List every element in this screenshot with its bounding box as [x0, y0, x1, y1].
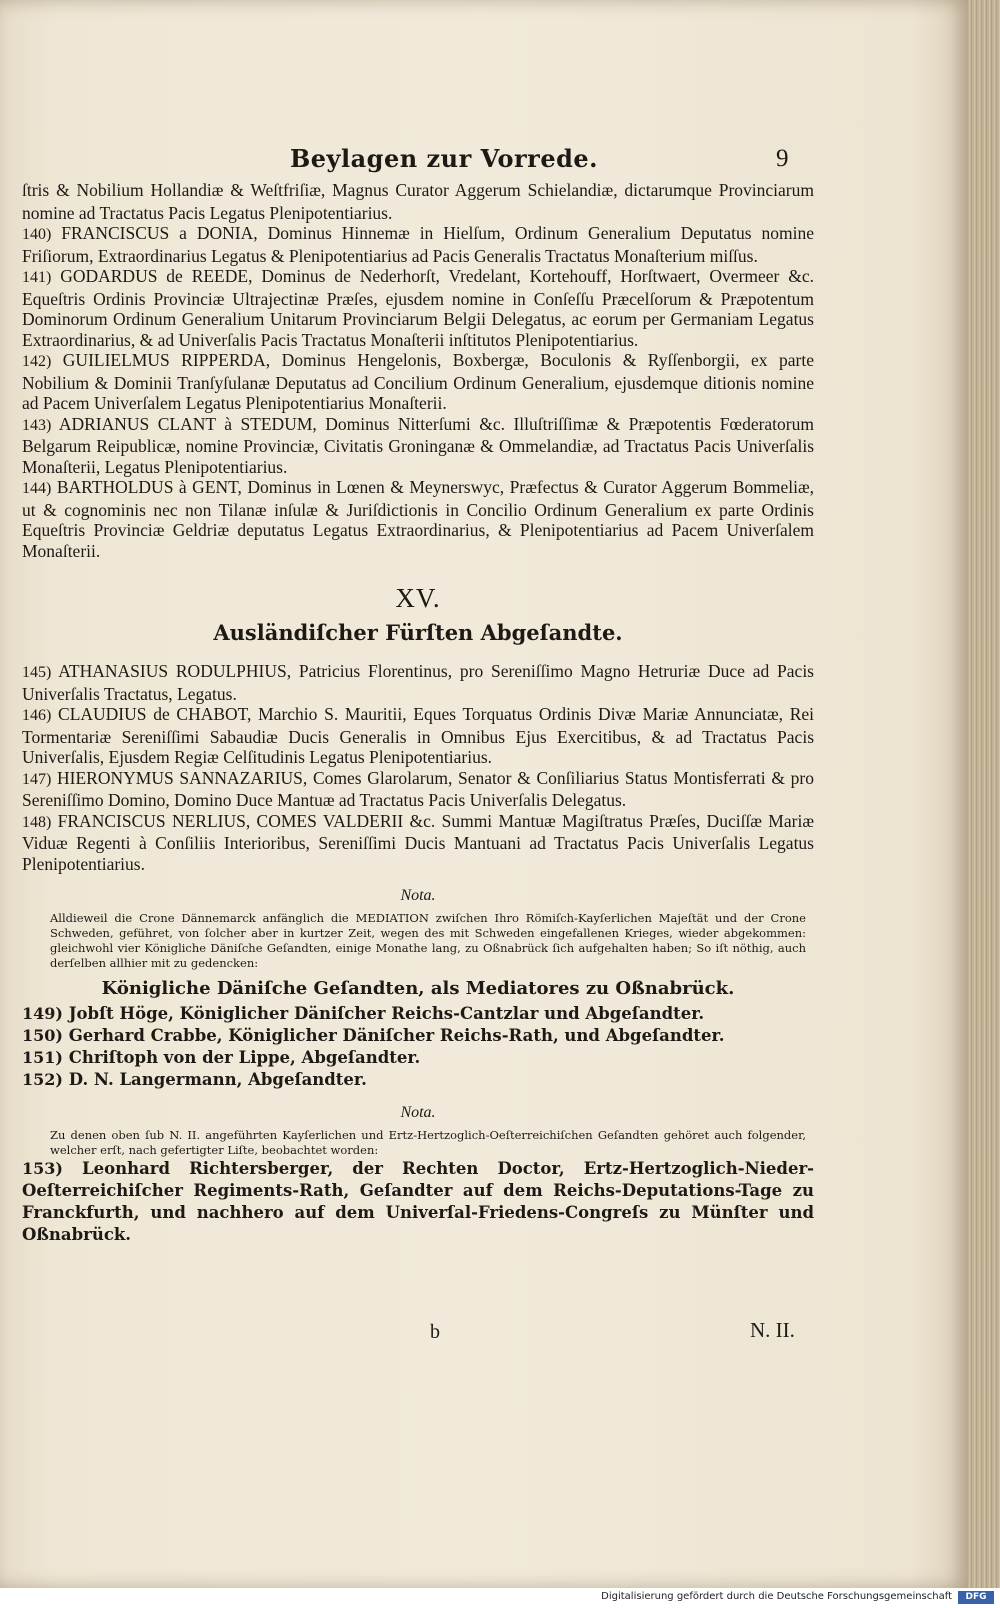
nota-label-2: Nota.: [400, 1104, 436, 1121]
danish-heading: Königliche Däniſche Geſandten, als Mediatores zu Oßnabrück.: [101, 977, 735, 999]
entry-number: 148): [22, 813, 52, 831]
entries-top: [22, 180, 814, 561]
entry-text: GUILIELMUS RIPPERDA, Dominus Hengelonis, Boxbergæ, Boculonis & Ryſſenborgii, ex parte Nobilium & Dominii Tranſyſulanæ Deputatus ad Concilium Ordinum Generalium, ejusdemque ditionis nomine ad Pacem Univerſalem Legatus Plenipotentiarius Monaſterii.: [22, 350, 814, 413]
entry-number: 149): [22, 1004, 63, 1023]
section-title: Ausländiſcher Fürſten Abgeſandte.: [213, 619, 623, 645]
entry-text: HIERONYMUS SANNAZARIUS, Comes Glarolarum, Senator & Conſiliarius Status Montisferrati & pro Sereniſſimo Domino, Domino Duce Mantuæ ad Tractatus Pacis Univerſalis Delegatus.: [22, 767, 814, 810]
catchword: N. II.: [750, 1318, 795, 1342]
nota-label-1: Nota.: [400, 887, 436, 904]
entry-number: 150): [22, 1026, 63, 1045]
page-edge: [968, 0, 1000, 1588]
entry-item: [22, 180, 814, 223]
entry-text: Leonhard Richtersberger, der Rechten Doctor, Ertz-Hertzoglich-Nieder-Oeſterreichiſcher Regiments-Rath, Geſandter auf dem Reichs-Deputations-Tage zu Franckfurth, und nachhero auf dem Univerſal-Friedens-Congreſs zu Münſter und Oßnabrück.: [22, 1158, 814, 1244]
entry-item: [22, 1047, 814, 1069]
dfg-logo: DFG: [958, 1591, 994, 1604]
entry-item: [22, 223, 814, 266]
entry-number: 140): [22, 226, 52, 243]
entry-number: 146): [22, 707, 52, 724]
entries-section: [22, 661, 814, 874]
page-number: 9: [776, 145, 789, 172]
footer-credit: Digitalisierung gefördert durch die Deutsche Forschungsgemeinschaft: [601, 1591, 952, 1602]
entry-text: ſtris & Nobilium Hollandiæ & Weſtfriſiæ, Magnus Curator Aggerum Schielandiæ, dictarumque Provinciarum nomine ad Tractatus Pacis Legatus Plenipotentiarius.: [22, 180, 814, 223]
entry-text: FRANCISCUS NERLIUS, COMES VALDERII &c. Summi Mantuæ Magiſtratus Præſes, Duciſſæ Mariæ Viduæ Regenti à Conſiliis Interioribus, Sereniſſimi Ducis Mantuani ad Tractatus Pacis Univerſalis Legatus Plenipotentiarius.: [22, 810, 814, 874]
entry-number: 151): [22, 1048, 63, 1067]
entry-text: Chriſtoph von der Lippe, Abgeſandter.: [68, 1048, 421, 1067]
entry-number: 145): [22, 664, 52, 681]
entry-item: [22, 1069, 814, 1091]
entry-item: [22, 350, 814, 414]
nota-text-1: Alldieweil die Crone Dännemarck anfänglich die MEDIATION zwiſchen Ihro Römiſch-Kayſerlichen Majeſtät und der Crone Schweden, geführet, von ſolcher aber in kurtzer Zeit, wegen des mit Schweden eingefallenen Krieges, wieder abgekommen: gleichwohl vier Königliche Däniſche Geſandten, einige Monathe lang, zu Oßnabrück ſich aufgehalten haben; So iſt nöthig, auch derſelben allhier mit zu gedencken:: [50, 910, 806, 970]
entry-text: ATHANASIUS RODULPHIUS, Patricius Florentinus, pro Sereniſſimo Magno Hetruriæ Duce ad Pacis Univerſalis Tractatus, Legatus.: [22, 661, 814, 704]
entry-text: FRANCISCUS a DONIA, Dominus Hinnemæ in Hielſum, Ordinum Generalium Deputatus nomine Friſiorum, Extraordinarius Legatus & Plenipotentiarius ad Pacis Generalis Tractatus Monaſterium miſſus.: [22, 223, 814, 266]
entry-number: 152): [22, 1070, 63, 1089]
entry-number: 142): [22, 353, 52, 370]
entry-item: [22, 1025, 814, 1047]
entry-153: [22, 1158, 814, 1246]
entry-number: 147): [22, 770, 52, 788]
entry-number: 143): [22, 416, 52, 434]
entry-number: 144): [22, 480, 52, 497]
entry-text: ADRIANUS CLANT à STEDUM, Dominus Nitterſumi &c. Illuſtriſſimæ & Præpotentis Fœderatorum Belgarum Reipublicæ, nomine Provinciæ, Civitatis Groninganæ & Ommelandiæ, ad Tractatus Pacis Univerſalis Monaſterii, Legatus Plenipotentiarius.: [22, 413, 814, 477]
entry-number: 141): [22, 269, 52, 286]
entry-text: BARTHOLDUS à GENT, Dominus in Lœnen & Meynerswyc, Præfectus & Curator Aggerum Bommeliæ, ut & cognominis nec non Tilanæ inſulæ & Juriſdictionis in Concilio Ordinum Generalium ex parte Ordinis Equeſtris Provinciæ Geldriæ deputatus Legatus Extraordinarius, & Plenipotentiarius ad Pacem Univerſalem Monaſterii.: [22, 477, 815, 561]
entry-item: [22, 414, 814, 478]
entry-number: 153): [22, 1158, 63, 1178]
entry-text: CLAUDIUS de CHABOT, Marchio S. Mauritii, Eques Torquatus Ordinis Divæ Mariæ Annunciatæ, Rei Tormentariæ Sereniſſimi Sabaudiæ Ducis Generalis in Omnibus Ejus Exercitibus, & ad Tractatus Pacis Univerſalis, Ejusdem Regiæ Celſitudinis Legatus Plenipotentiarius.: [22, 704, 815, 767]
entry-item: [22, 266, 814, 350]
entry-text: Gerhard Crabbe, Königlicher Däniſcher Reichs-Rath, und Abgeſandter.: [68, 1026, 725, 1045]
entry-text: D. N. Langermann, Abgeſandter.: [68, 1070, 367, 1089]
entry-item: [22, 477, 814, 561]
signature-mark: b: [430, 1321, 440, 1343]
danish-entries: [22, 1003, 814, 1091]
running-head: Beylagen zur Vorrede.: [290, 144, 598, 173]
page-body: [22, 180, 814, 1246]
section-number: XV.: [395, 583, 441, 613]
entry-item: [22, 1003, 814, 1025]
entry-item: [22, 811, 814, 875]
entry-text: Jobſt Höge, Königlicher Däniſcher Reichs-Cantzlar und Abgeſandter.: [68, 1004, 705, 1023]
entry-item: [22, 704, 814, 768]
entry-item: [22, 661, 814, 704]
nota-text-2: Zu denen oben ſub N. II. angeführten Kayſerlichen und Ertz-Hertzoglich-Oeſterreichiſchen Geſandten gehöret auch folgender, welcher erſt, nach gefertigter Liſte, beobachtet worden:: [50, 1127, 806, 1157]
entry-item: [22, 768, 814, 811]
entry-text: GODARDUS de REEDE, Dominus de Nederhorſt, Vredelant, Kortehouff, Horſtwaert, Overmeer &c. Equeſtris Ordinis Provinciæ Ultrajectinæ Præſes, ejusdem nomine in Conſeſſu Præcelſorum & Præpotentum Dominorum Ordinum Generalium Unitarum Provinciarum Belgii Delegatus, ac eorum per Germaniam Legatus Extraordinarius, & ad Univerſalis Pacis Tractatus Monaſterii inſtitutos Plenipotentiarius.: [22, 266, 814, 350]
